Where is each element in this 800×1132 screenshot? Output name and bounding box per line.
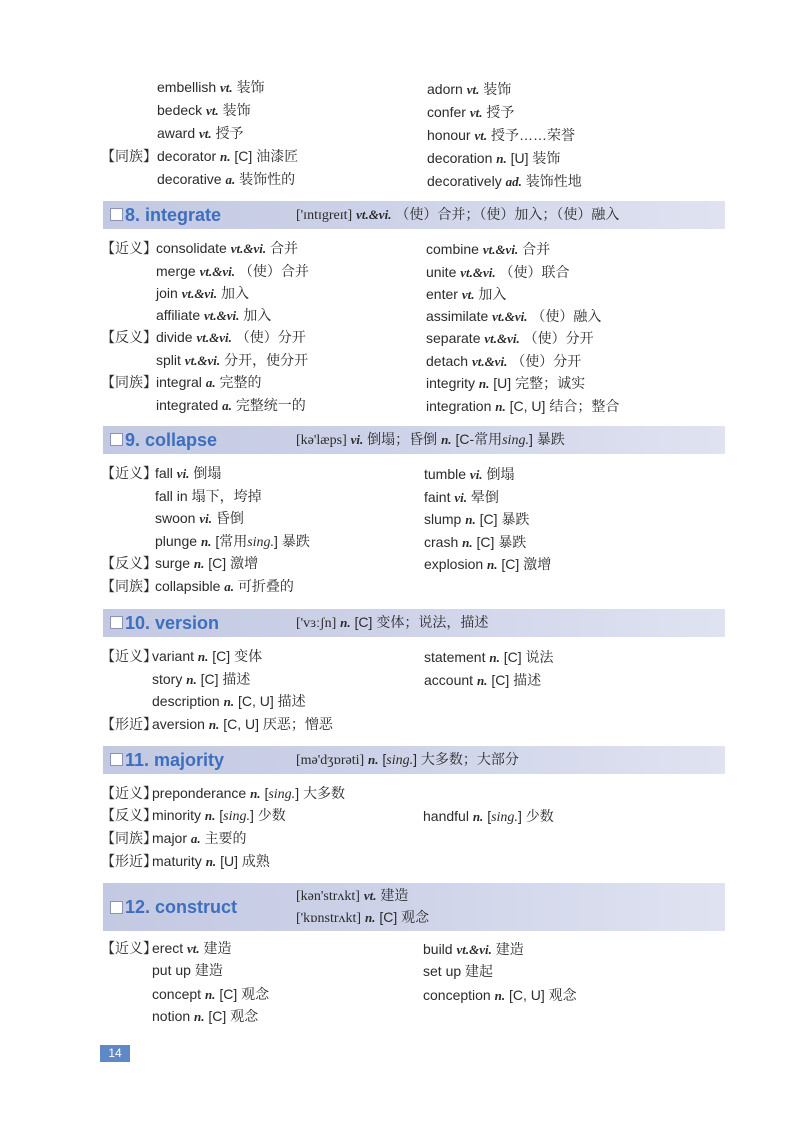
- vocab-line: minority n. [sing.] 少数: [152, 807, 286, 824]
- vocab-line: decorator n. [C] 油漆匠: [157, 148, 299, 164]
- vocab-line: set up 建起: [423, 963, 494, 979]
- vocab-line: description n. [C, U] 描述: [152, 693, 306, 709]
- tag-family: 【同族】: [101, 374, 157, 390]
- vocab-line: build vt.&vi. 建造: [423, 941, 524, 957]
- vocab-line: major a. 主要的: [152, 830, 247, 846]
- vocab-line: concept n. [C] 观念: [152, 986, 270, 1002]
- vocab-line: handful n. [sing.] 少数: [423, 808, 554, 825]
- tag-synonym: 【近义】: [101, 240, 157, 256]
- vocab-line: decorative a. 装饰性的: [157, 171, 296, 187]
- vocab-line: story n. [C] 描述: [152, 671, 251, 687]
- checkbox-square-icon: [110, 433, 123, 446]
- vocab-line: integration n. [C, U] 结合；整合: [426, 398, 620, 414]
- checkbox-square-icon: [110, 208, 123, 221]
- entry-header-version: [103, 609, 725, 637]
- vocab-line: assimilate vt.&vi. （使）融入: [426, 308, 602, 324]
- tag-antonym: 【反义】: [101, 329, 157, 345]
- vocab-line: plunge n. [常用sing.] 暴跌: [155, 533, 310, 550]
- vocab-line: fall in 塌下，垮掉: [155, 488, 262, 504]
- vocab-line: conception n. [C, U] 观念: [423, 987, 577, 1003]
- tag-similar: 【形近】: [101, 716, 157, 732]
- entry-header-collapse: [103, 426, 725, 454]
- vocab-line: combine vt.&vi. 合并: [426, 241, 551, 257]
- tag-family: 【同族】: [101, 578, 157, 594]
- vocab-line: faint vi. 晕倒: [424, 489, 499, 505]
- tag-similar: 【形近】: [101, 853, 157, 869]
- vocab-line: aversion n. [C, U] 厌恶；憎恶: [152, 716, 333, 732]
- vocab-line: crash n. [C] 暴跌: [424, 534, 527, 550]
- vocab-line: integrated a. 完整统一的: [156, 397, 306, 413]
- checkbox-square-icon: [110, 616, 123, 629]
- vocab-line: detach vt.&vi. （使）分开: [426, 353, 582, 369]
- headword-definition: [mə'dʒɒrəti] n. [sing.] 大多数；大部分: [296, 751, 519, 768]
- vocab-line: fall vi. 倒塌: [155, 465, 222, 481]
- vocab-line: preponderance n. [sing.] 大多数: [152, 785, 345, 802]
- headword: 8. integrate: [125, 205, 222, 225]
- tag-family: 【同族】: [101, 830, 157, 846]
- vocab-line: swoon vi. 昏倒: [155, 510, 244, 526]
- vocab-line: embellish vt. 装饰: [157, 79, 265, 95]
- vocab-line: consolidate vt.&vi. 合并: [156, 240, 298, 256]
- vocab-line: tumble vi. 倒塌: [424, 466, 515, 482]
- vocab-line: merge vt.&vi. （使）合并: [156, 263, 309, 279]
- vocab-line: statement n. [C] 说法: [424, 649, 554, 665]
- headword-definition: ['vɜːʃn] n. [C] 变体；说法，描述: [296, 614, 489, 631]
- vocab-line: unite vt.&vi. （使）联合: [426, 264, 570, 280]
- tag-antonym: 【反义】: [101, 555, 157, 571]
- headword-definition: [kən'strʌkt] vt. 建造: [296, 887, 409, 904]
- vocab-line: separate vt.&vi. （使）分开: [426, 330, 594, 346]
- entry-header-integrate: [103, 201, 725, 229]
- vocab-line: decoratively ad. 装饰性地: [427, 173, 582, 189]
- headword-definition: [kə'læps] vi. 倒塌；昏倒 n. [C-常用sing.] 暴跌: [296, 431, 565, 448]
- vocab-line: split vt.&vi. 分开，使分开: [156, 352, 309, 368]
- vocab-line: surge n. [C] 激增: [155, 555, 259, 571]
- tag-synonym: 【近义】: [101, 648, 157, 664]
- vocab-line: divide vt.&vi. （使）分开: [156, 329, 306, 345]
- vocab-line: decoration n. [U] 装饰: [427, 150, 561, 166]
- vocab-line: notion n. [C] 观念: [152, 1008, 259, 1024]
- checkbox-square-icon: [110, 901, 123, 914]
- page-number: 14: [100, 1045, 130, 1062]
- vocab-line: adorn vt. 装饰: [427, 81, 512, 97]
- vocab-line: put up 建造: [152, 962, 223, 978]
- vocab-line: account n. [C] 描述: [424, 672, 542, 688]
- vocab-line: enter vt. 加入: [426, 286, 507, 302]
- headword: 9. collapse: [125, 430, 218, 450]
- headword: 11. majority: [125, 750, 225, 770]
- tag-synonym: 【近义】: [101, 940, 157, 956]
- vocab-line: erect vt. 建造: [152, 940, 232, 956]
- headword: 10. version: [125, 613, 220, 633]
- headword: 12. construct: [125, 897, 238, 917]
- vocab-line: join vt.&vi. 加入: [156, 285, 249, 301]
- vocab-line: affiliate vt.&vi. 加入: [156, 307, 272, 323]
- tag-synonym: 【近义】: [101, 785, 157, 801]
- tag-antonym: 【反义】: [101, 807, 157, 823]
- vocab-line: honour vt. 授予……荣誉: [427, 127, 576, 143]
- tag-family: 【同族】: [101, 148, 157, 164]
- headword-definition-2: ['kɒnstrʌkt] n. [C] 观念: [296, 909, 430, 926]
- vocab-line: explosion n. [C] 激增: [424, 556, 552, 572]
- vocab-line: slump n. [C] 暴跌: [424, 511, 530, 527]
- entry-header-majority: [103, 746, 725, 774]
- entry-header-construct: [103, 883, 725, 931]
- tag-synonym: 【近义】: [101, 465, 157, 481]
- headword-definition: ['ɪntɪgreɪt] vt.&vi. （使）合并；（使）加入；（使）融入: [296, 206, 620, 223]
- checkbox-square-icon: [110, 753, 123, 766]
- vocab-line: award vt. 授予: [157, 125, 244, 141]
- vocab-line: integral a. 完整的: [156, 374, 262, 390]
- vocab-line: collapsible a. 可折叠的: [155, 578, 294, 594]
- vocab-line: variant n. [C] 变体: [152, 648, 263, 664]
- vocab-line: confer vt. 授予: [427, 104, 515, 120]
- vocab-line: maturity n. [U] 成熟: [152, 853, 270, 869]
- vocab-line: integrity n. [U] 完整；诚实: [426, 375, 586, 391]
- vocab-line: bedeck vt. 装饰: [157, 102, 251, 118]
